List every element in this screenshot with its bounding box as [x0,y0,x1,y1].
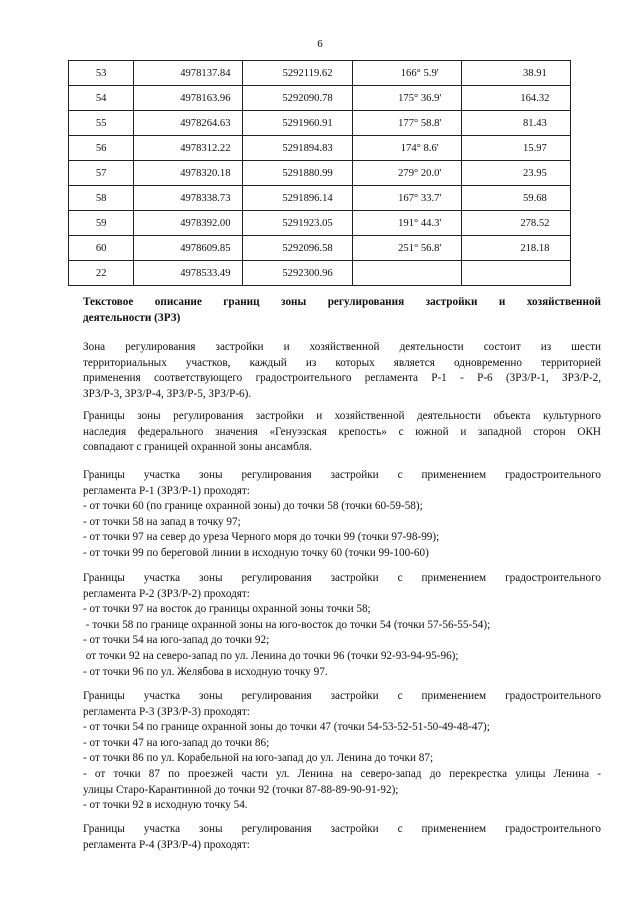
paragraph-line: Зона регулирования застройки и хозяйственной деятельности состоит из шести [83,341,601,353]
point-number-cell: 22 [69,261,134,286]
y-coordinate-cell: 5291923.05 [243,211,352,236]
point-number-cell: 56 [69,136,134,161]
length-cell: 15.97 [461,136,570,161]
paragraph-line: совпадают с границей охранной зоны ансамбля. [83,441,313,454]
paragraph-line: применения соответствующего градостроительного регламента Р-1 - Р-6 (ЗРЗ/Р-1, ЗРЗ/Р-2, [83,372,601,385]
paragraph-line: регламента Р-3 (ЗРЗ/Р-3) проходят: [83,705,250,718]
page-number: 6 [317,38,323,50]
direction-angle-cell: 191° 44.3' [352,211,461,236]
length-cell: 59.68 [461,186,570,211]
point-number-cell: 55 [69,111,134,136]
list-item: - от точки 54 на юго-запад до точки 92; [83,634,270,647]
length-cell: 81.43 [461,111,570,136]
y-coordinate-cell: 5291896.14 [243,186,352,211]
y-coordinate-cell: 5291894.83 [243,136,352,161]
direction-angle-cell: 167° 33.7' [352,186,461,211]
x-coordinate-cell: 4978320.18 [134,161,243,186]
direction-angle-cell: 251° 56.8' [352,236,461,261]
paragraph-zone-borders [83,409,601,456]
y-coordinate-cell: 5292096.58 [243,236,352,261]
direction-angle-cell: 166° 5.9' [352,61,461,86]
paragraph-zrz-r4 [83,822,601,853]
list-item: - от точки 99 по береговой линии в исходную точку 60 (точки 99-100-60) [83,546,429,559]
table-row [69,111,571,136]
table-row [69,86,571,111]
paragraph-line: регламента Р-1 (ЗРЗ/Р-1) проходят: [83,484,250,497]
point-number-cell: 58 [69,186,134,211]
list-item: - от точки 86 по ул. Корабельной на юго-запад до ул. Ленина до точки 87; [83,752,434,765]
direction-angle-cell: 279° 20.0' [352,161,461,186]
point-number-cell: 57 [69,161,134,186]
paragraph-zone-composition [83,340,601,402]
paragraph-zrz-r2 [83,571,601,680]
direction-angle-cell [352,261,461,286]
y-coordinate-cell: 5292090.78 [243,86,352,111]
coordinates-table [68,60,571,286]
paragraph-zrz-r1 [83,468,601,562]
table-row [69,211,571,236]
direction-angle-cell: 174° 8.6' [352,136,461,161]
paragraph-line: Границы участка зоны регулирования застройки с применением градостроительного [83,690,601,702]
length-cell: 23.95 [461,161,570,186]
point-number-cell: 60 [69,236,134,261]
x-coordinate-cell: 4978533.49 [134,261,243,286]
x-coordinate-cell: 4978312.22 [134,136,243,161]
list-item: - от точки 97 на восток до границы охранной зоны точки 58; [83,603,371,616]
list-item: - от точки 92 в исходную точку 54. [83,799,248,812]
y-coordinate-cell: 5292119.62 [243,61,352,86]
list-item-continuation: улицы Старо-Карантинной до точки 92 (точки 87-88-89-90-91-92); [83,783,399,796]
x-coordinate-cell: 4978609.85 [134,236,243,261]
paragraph-line: территориальных участков, каждый из которых является одновременно территорией [83,356,601,369]
paragraph-line: Границы участка зоны регулирования застройки с применением градостроительного [83,469,601,481]
paragraph-line: ЗРЗ/Р-3, ЗРЗ/Р-4, ЗРЗ/Р-5, ЗРЗ/Р-6). [83,387,252,400]
paragraph-line: Границы участка зоны регулирования застройки с применением градостроительного [83,572,601,584]
direction-angle-cell: 177° 58.8' [352,111,461,136]
section-heading [83,295,601,326]
table-row [69,136,571,161]
list-item: от точки 92 на северо-запад по ул. Ленина до точки 96 (точки 92-93-94-95-96); [83,649,459,662]
x-coordinate-cell: 4978137.84 [134,61,243,86]
length-cell: 164.32 [461,86,570,111]
table-row [69,236,571,261]
x-coordinate-cell: 4978163.96 [134,86,243,111]
table-row [69,61,571,86]
list-item: - от точки 54 по границе охранной зоны до точки 47 (точки 54-53-52-51-50-49-48-47); [83,721,490,734]
length-cell: 218.18 [461,236,570,261]
list-item: - от точки 47 на юго-запад до точки 86; [83,736,270,749]
list-item: - точки 58 по границе охранной зоны на юго-восток до точки 54 (точки 57-56-55-54); [83,618,491,631]
paragraph-line: наследия федерального значения «Генуэзская крепость» с южной и западной сторон ОКН [83,425,601,438]
direction-angle-cell: 175° 36.9' [352,86,461,111]
heading-line: деятельности (ЗРЗ) [83,311,181,324]
coordinates-table-body [69,61,571,286]
x-coordinate-cell: 4978264.63 [134,111,243,136]
list-item: - от точки 58 на запад в точку 97; [83,515,241,528]
table-row [69,161,571,186]
paragraph-line: Границы зоны регулирования застройки и хозяйственной деятельности объекта культурного [83,410,601,422]
list-item: - от точки 60 (по границе охранной зоны) до точки 58 (точки 60-59-58); [83,500,423,513]
point-number-cell: 53 [69,61,134,86]
paragraph-line: регламента Р-2 (ЗРЗ/Р-2) проходят: [83,587,250,600]
point-number-cell: 54 [69,86,134,111]
y-coordinate-cell: 5291960.91 [243,111,352,136]
list-item: - от точки 87 по проезжей части ул. Ленина на северо-запад до перекрестка улицы Ленина - [83,767,601,780]
table-row [69,186,571,211]
length-cell [461,261,570,286]
paragraph-zrz-r3 [83,689,601,814]
list-item: - от точки 97 на север до уреза Черного моря до точки 99 (точки 97-98-99); [83,531,440,544]
heading-line: Текстовое описание границ зоны регулирования застройки и хозяйственной [83,296,601,308]
table-row [69,261,571,286]
x-coordinate-cell: 4978392.00 [134,211,243,236]
x-coordinate-cell: 4978338.73 [134,186,243,211]
y-coordinate-cell: 5291880.99 [243,161,352,186]
length-cell: 278.52 [461,211,570,236]
paragraph-line: Границы участка зоны регулирования застройки с применением градостроительного [83,823,601,835]
length-cell: 38.91 [461,61,570,86]
paragraph-line: регламента Р-4 (ЗРЗ/Р-4) проходят: [83,838,250,851]
point-number-cell: 59 [69,211,134,236]
y-coordinate-cell: 5292300.96 [243,261,352,286]
list-item: - от точки 96 по ул. Желябова в исходную точку 97. [83,665,328,678]
